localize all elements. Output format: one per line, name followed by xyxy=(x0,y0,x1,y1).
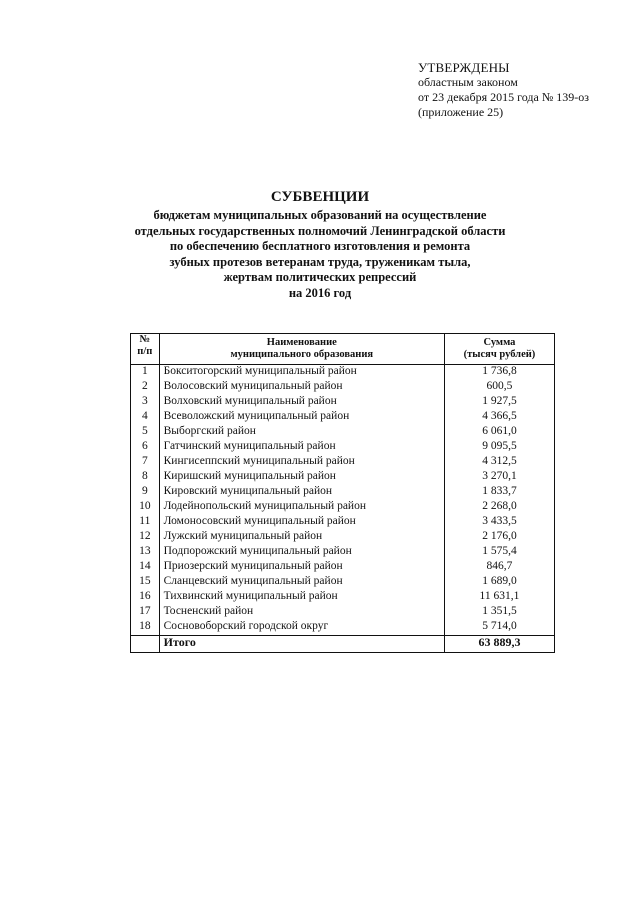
row-number: 18 xyxy=(131,620,160,636)
title-line: зубных протезов ветеранам труда, труженикам тыла, xyxy=(169,254,471,269)
row-name: Кингисеппский муниципальный район xyxy=(159,455,444,470)
row-sum: 5 714,0 xyxy=(444,620,554,636)
row-sum: 6 061,0 xyxy=(444,425,554,440)
row-number: 11 xyxy=(131,515,160,530)
row-name: Подпорожский муниципальный район xyxy=(159,545,444,560)
row-name: Лужский муниципальный район xyxy=(159,530,444,545)
row-number: 15 xyxy=(131,575,160,590)
row-name: Всеволожский муниципальный район xyxy=(159,410,444,425)
row-sum: 3 433,5 xyxy=(444,515,554,530)
row-number: 16 xyxy=(131,590,160,605)
row-sum: 1 689,0 xyxy=(444,575,554,590)
row-name: Приозерский муниципальный район xyxy=(159,560,444,575)
table-row xyxy=(131,560,555,575)
row-number: 4 xyxy=(131,410,160,425)
row-sum: 11 631,1 xyxy=(444,590,554,605)
row-number: 3 xyxy=(131,395,160,410)
row-sum: 1 351,5 xyxy=(444,605,554,620)
row-sum: 1 736,8 xyxy=(444,365,554,381)
row-name: Гатчинский муниципальный район xyxy=(159,440,444,455)
row-name: Ломоносовский муниципальный район xyxy=(159,515,444,530)
header-name: Наименование муниципального образования xyxy=(159,334,444,365)
row-name: Сланцевский муниципальный район xyxy=(159,575,444,590)
header-number: № п/п xyxy=(131,334,160,365)
row-sum: 1 927,5 xyxy=(444,395,554,410)
document-title xyxy=(90,188,550,301)
title-line: на 2016 год xyxy=(288,285,352,300)
row-sum: 9 095,5 xyxy=(444,440,554,455)
row-sum: 2 176,0 xyxy=(444,530,554,545)
approval-appendix: (приложение 25) xyxy=(418,105,504,119)
row-number: 2 xyxy=(131,380,160,395)
row-name: Волосовский муниципальный район xyxy=(159,380,444,395)
row-number: 14 xyxy=(131,560,160,575)
total-number-cell xyxy=(131,636,160,653)
approval-heading: УТВЕРЖДЕНЫ xyxy=(418,60,510,75)
table-row xyxy=(131,425,555,440)
table-row xyxy=(131,410,555,425)
table-row xyxy=(131,590,555,605)
row-name: Тосненский район xyxy=(159,605,444,620)
subvention-table xyxy=(130,333,555,653)
table-row xyxy=(131,365,555,381)
table-row xyxy=(131,575,555,590)
row-name: Лодейнопольский муниципальный район xyxy=(159,500,444,515)
row-number: 10 xyxy=(131,500,160,515)
table-header-row xyxy=(131,334,555,365)
table-row xyxy=(131,455,555,470)
row-number: 5 xyxy=(131,425,160,440)
row-number: 8 xyxy=(131,470,160,485)
row-number: 7 xyxy=(131,455,160,470)
approval-law-type: областным законом xyxy=(418,75,518,89)
table-row xyxy=(131,380,555,395)
row-number: 1 xyxy=(131,365,160,381)
title-line: по обеспечению бесплатного изготовления и ремонта xyxy=(169,239,471,253)
row-number: 6 xyxy=(131,440,160,455)
table-body xyxy=(131,365,555,636)
title-line: отдельных государственных полномочий Ленинградской области xyxy=(134,223,506,238)
title-main: СУБВЕНЦИИ xyxy=(270,189,370,205)
row-number: 17 xyxy=(131,605,160,620)
row-sum: 3 270,1 xyxy=(444,470,554,485)
table-row xyxy=(131,605,555,620)
row-name: Сосновоборский городской округ xyxy=(159,620,444,636)
row-sum: 4 312,5 xyxy=(444,455,554,470)
row-number: 12 xyxy=(131,530,160,545)
table-row xyxy=(131,395,555,410)
table-row xyxy=(131,545,555,560)
approval-stamp xyxy=(418,60,628,120)
table-row xyxy=(131,500,555,515)
row-sum: 4 366,5 xyxy=(444,410,554,425)
row-number: 13 xyxy=(131,545,160,560)
approval-law-date: от 23 декабря 2015 года № 139-оз xyxy=(418,90,590,104)
total-label: Итого xyxy=(159,636,444,653)
row-name: Киришский муниципальный район xyxy=(159,470,444,485)
table-row xyxy=(131,620,555,636)
row-name: Тихвинский муниципальный район xyxy=(159,590,444,605)
table-row xyxy=(131,440,555,455)
row-name: Выборгский район xyxy=(159,425,444,440)
row-number: 9 xyxy=(131,485,160,500)
header-sum: Сумма (тысяч рублей) xyxy=(444,334,554,365)
title-line: жертвам политических репрессий xyxy=(223,270,417,284)
title-line: бюджетам муниципальных образований на осуществление xyxy=(153,208,487,222)
row-name: Бокситогорский муниципальный район xyxy=(159,365,444,381)
row-name: Кировский муниципальный район xyxy=(159,485,444,500)
row-sum: 600,5 xyxy=(444,380,554,395)
table-row xyxy=(131,485,555,500)
total-row xyxy=(131,636,555,653)
table-row xyxy=(131,470,555,485)
row-name: Волховский муниципальный район xyxy=(159,395,444,410)
table-row xyxy=(131,530,555,545)
row-sum: 846,7 xyxy=(444,560,554,575)
table-row xyxy=(131,515,555,530)
total-sum: 63 889,3 xyxy=(444,636,554,653)
row-sum: 2 268,0 xyxy=(444,500,554,515)
row-sum: 1 575,4 xyxy=(444,545,554,560)
row-sum: 1 833,7 xyxy=(444,485,554,500)
